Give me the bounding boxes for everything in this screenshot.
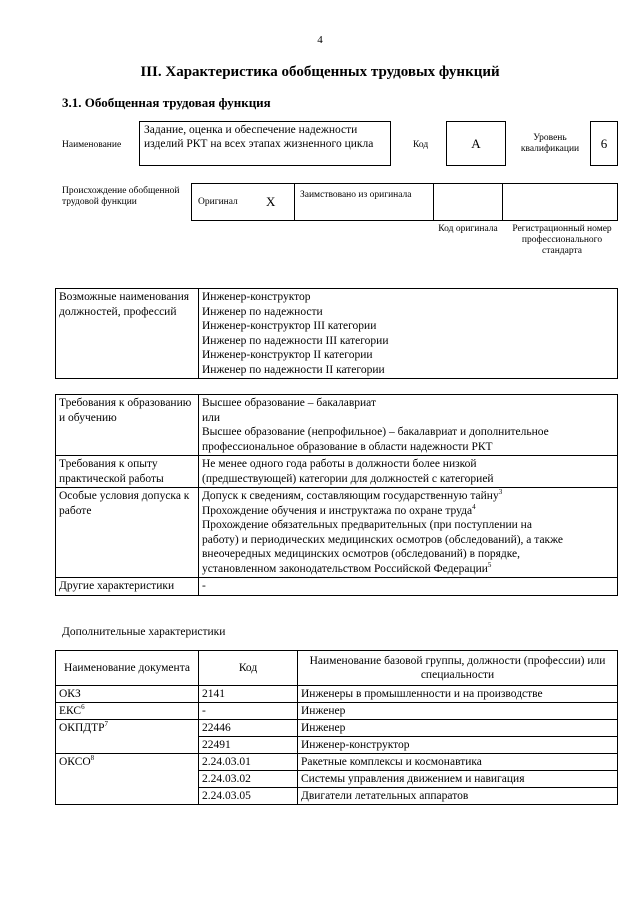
- special-line: работу) и периодических медицинских осмотров (обследований), а также: [202, 533, 564, 546]
- code-cell: 22446: [199, 720, 298, 737]
- section-title: III. Характеристика обобщенных трудовых функций: [140, 64, 500, 80]
- code-value: А: [471, 135, 481, 151]
- table-row: [56, 720, 618, 737]
- special-line: внеочередных медицинских осмотров (обследований) в порядке,: [202, 548, 521, 560]
- origin-label: Происхождение обобщенной трудовой функции: [62, 186, 180, 207]
- footnote-ref: 3: [498, 488, 503, 497]
- positions-label: Возможные наименования должностей, профессий: [56, 289, 199, 379]
- education-line: профессиональное образование в области надежности РКТ: [202, 440, 493, 453]
- additional-title: Дополнительные характеристики: [62, 626, 226, 638]
- footnote-ref: 5: [487, 560, 492, 569]
- footnote-ref: 6: [81, 703, 85, 712]
- col-header-name: Наименование базовой группы, должности (профессии) или специальности: [298, 651, 618, 686]
- code-cell: 2.24.03.01: [199, 754, 298, 771]
- footnote-ref: 4: [472, 502, 476, 511]
- name-cell: Двигатели летательных аппаратов: [298, 788, 618, 805]
- original-mark: X: [266, 194, 276, 209]
- special-conditions-label: Особые условия допуска к работе: [56, 488, 199, 578]
- education-label: Требования к образованию и обучению: [56, 395, 199, 456]
- additional-table: [55, 650, 618, 805]
- position-item: Инженер-конструктор III категории: [202, 320, 377, 332]
- table-row: [56, 754, 618, 771]
- requirements-table: [55, 394, 618, 596]
- other-characteristics-value: -: [199, 578, 618, 596]
- position-item: Инженер по надежности: [202, 305, 323, 318]
- function-name-value: Задание, оценка и обеспечение надежности изделий РКТ на всех этапах жизненного цикла: [144, 124, 374, 150]
- code-cell: 2.24.03.02: [199, 771, 298, 788]
- positions-table: [55, 288, 618, 379]
- level-value: 6: [600, 135, 608, 151]
- name-cell: Инженер: [298, 720, 618, 737]
- position-item: Инженер по надежности II категории: [202, 363, 385, 376]
- footnote-ref: 7: [104, 720, 109, 729]
- education-line: Высшее образование – бакалавриат: [202, 397, 376, 409]
- footnote-ref: 8: [90, 754, 95, 763]
- code-original-label: Код оригинала: [438, 224, 498, 234]
- code-cell: 22491: [199, 737, 298, 754]
- special-line: установленном законодательством Российской Федерации: [202, 562, 488, 575]
- position-item: Инженер-конструктор II категории: [202, 349, 373, 361]
- col-header-doc: Наименование документа: [56, 651, 199, 686]
- original-label: Оригинал: [198, 197, 238, 207]
- subsection-title: 3.1. Обобщенная трудовая функция: [62, 95, 271, 110]
- code-label: Код: [413, 140, 429, 150]
- level-label: Уровень квалификации: [520, 133, 580, 154]
- name-label: Наименование: [62, 140, 122, 150]
- code-cell: 2141: [199, 686, 298, 703]
- education-line: или: [202, 411, 221, 424]
- position-item: Инженер-конструктор: [202, 291, 311, 303]
- experience-line: Не менее одного года работы в должности более низкой: [202, 458, 477, 470]
- experience-line: (предшествующей) категории для должностей с категорией: [202, 472, 494, 485]
- special-line: Допуск к сведениям, составляющим государственную тайну: [202, 490, 499, 502]
- code-cell: -: [199, 703, 298, 720]
- other-characteristics-label: Другие характеристики: [56, 578, 199, 596]
- code-cell: 2.24.03.05: [199, 788, 298, 805]
- special-conditions-value: [199, 488, 618, 578]
- name-cell: Системы управления движением и навигация: [298, 771, 618, 788]
- name-cell: Ракетные комплексы и космонавтика: [298, 754, 618, 771]
- doc-cell: ЕКС$^6$: [56, 703, 199, 720]
- page-number: 4: [317, 34, 323, 46]
- experience-value: [199, 456, 618, 488]
- name-cell: Инженер-конструктор: [298, 737, 618, 754]
- education-value: [199, 395, 618, 456]
- doc-cell: ОКЗ: [56, 686, 199, 703]
- function-name-box: [139, 121, 391, 166]
- name-cell: Инженер: [298, 703, 618, 720]
- education-line: Высшее образование (непрофильное) – бакалавриат и дополнительное: [202, 426, 549, 438]
- doc-cell: ОКПДТР$^7$: [56, 720, 199, 754]
- doc-cell: ОКСО$^8$: [56, 754, 199, 805]
- code-value-box: [446, 121, 506, 166]
- origin-borrowed-box: [294, 183, 434, 221]
- name-cell: Инженеры в промышленности и на производстве: [298, 686, 618, 703]
- table-row: [56, 703, 618, 720]
- level-value-box: [590, 121, 618, 166]
- table-row: [56, 686, 618, 703]
- reg-number-box: [502, 183, 618, 221]
- code-original-box: [433, 183, 503, 221]
- position-item: Инженер по надежности III категории: [202, 334, 389, 347]
- special-line: Прохождение обучения и инструктажа по охране труда: [202, 504, 473, 517]
- borrowed-label: Заимствовано из оригинала: [300, 190, 412, 200]
- reg-number-label: Регистрационный номер профессионального стандарта: [512, 224, 612, 256]
- positions-list: [199, 289, 618, 379]
- experience-label: Требования к опыту практической работы: [56, 456, 199, 488]
- col-header-code: Код: [199, 651, 298, 686]
- special-line: Прохождение обязательных предварительных (при поступлении на: [202, 519, 532, 531]
